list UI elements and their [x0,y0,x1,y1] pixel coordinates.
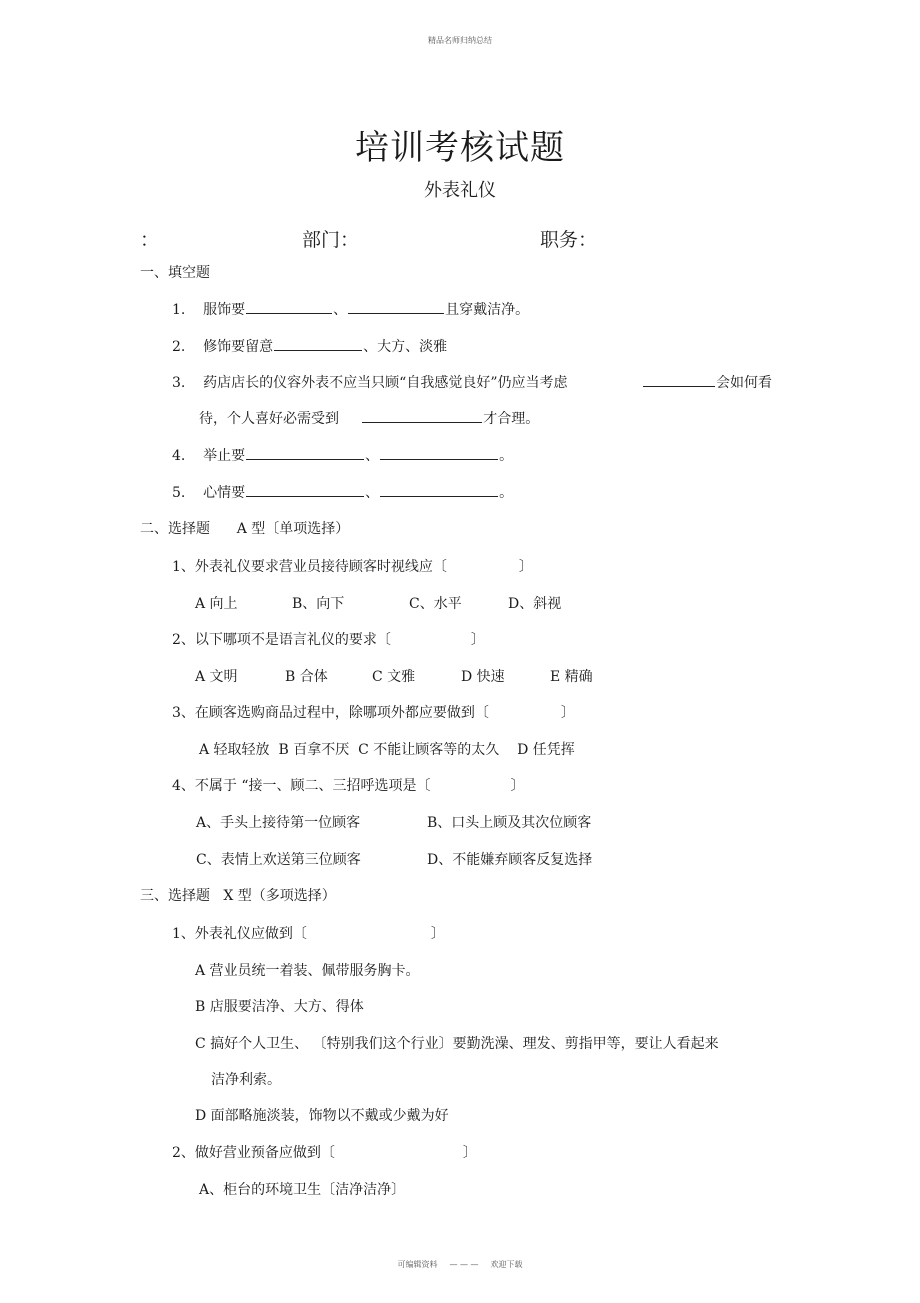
page-title: 培训考核试题 [355,128,565,168]
option[interactable]: D 面部略施淡装，饰物以不戴或少戴为好 [195,1108,449,1124]
fill-question-5: 5. 心情要 、 。 [172,485,514,501]
option[interactable]: A、手头上接待第一位顾客 [196,815,361,831]
fill-question-1: 1. 服饰要 、 且穿戴洁净。 [172,302,530,318]
fill-question-2: 2. 修饰要留意 、大方、淡雅 [172,339,448,355]
option-continuation: 洁净利索。 [211,1072,281,1088]
answer-blank[interactable] [348,301,444,314]
fill-question-3: 3. 药店店长的仪容外表不应当只顾“自我感觉良好”仍应当考虑 [172,375,568,391]
department-label: 部门： [302,229,360,251]
header-note: 精品名师归纳总结 [428,36,492,45]
answer-blank[interactable] [380,484,498,497]
option [199,739,575,759]
answer-blank[interactable] [380,447,498,460]
fill-question-3-cont: 会如何看 [642,372,772,392]
fill-question-3-line2: 待，个人喜好必需受到 才合理。 [199,411,540,427]
option[interactable]: C 不能让顾客等的太久 [358,742,500,758]
answer-blank[interactable] [274,338,362,351]
option[interactable]: B、口头上顾及其次位顾客 [427,815,592,831]
page-subtitle: 外表礼仪 [424,180,496,201]
option[interactable]: B、向下 [292,596,345,612]
multi-question-2: 2、做好营业预备应做到〔 〕 [172,1145,477,1161]
option[interactable]: D、斜视 [508,596,562,612]
choice-question-2: 2、以下哪项不是语言礼仪的要求〔 〕 [172,632,485,648]
fill-question-4: 4. 举止要 、 。 [172,448,514,464]
multi-question-1: 1、外表礼仪应做到〔 〕 [172,926,445,942]
section-1-heading: 一、填空题 [140,265,210,281]
option[interactable]: E 精确 [550,669,593,685]
choice-question-4: 4、不属于 “接一、顾二、三招呼选项是〔 〕 [172,778,525,794]
section-2-heading: 二、选择题 A 型〔单项选择） [140,521,350,537]
choice-question-3: 3、在顾客选购商品过程中，除哪项外都应要做到〔 〕 [172,705,575,721]
option[interactable]: A、柜台的环境卫生〔洁净洁净〕 [199,1182,406,1198]
answer-blank[interactable] [643,374,715,387]
option[interactable]: A 向上 [195,596,238,612]
name-label: ： [140,229,160,251]
footer-note: 可编辑资料 — — — 欢迎下载 [397,1260,523,1269]
option[interactable]: D、不能嫌弃顾客反复选择 [427,852,593,868]
option[interactable]: B 百拿不厌 [278,742,350,758]
option[interactable]: A 轻取轻放 [199,742,270,758]
option[interactable]: D 快速 [461,669,505,685]
option[interactable]: C 文雅 [372,669,416,685]
answer-blank[interactable] [246,447,364,460]
answer-blank[interactable] [246,301,332,314]
option[interactable]: B 店服要洁净、大方、得体 [195,999,364,1015]
option[interactable]: B 合体 [285,669,328,685]
option[interactable]: C 搞好个人卫生、 〔特别我们这个行业〕要勤洗澡、理发、剪指甲等，要让人看起来 [195,1036,719,1052]
answer-blank[interactable] [246,484,364,497]
option[interactable]: D 任凭挥 [517,742,575,758]
option[interactable]: A 文明 [195,669,238,685]
answer-blank[interactable] [362,410,482,423]
section-3-heading: 三、选择题 X 型（多项选择） [140,888,336,904]
option[interactable]: C、水平 [409,596,462,612]
option[interactable]: C、表情上欢送第三位顾客 [196,852,361,868]
option[interactable]: A 营业员统一着装、佩带服务胸卡。 [195,963,420,979]
choice-question-1: 1、外表礼仪要求营业员接待顾客时视线应〔 〕 [172,559,533,575]
position-label: 职务： [540,229,598,251]
